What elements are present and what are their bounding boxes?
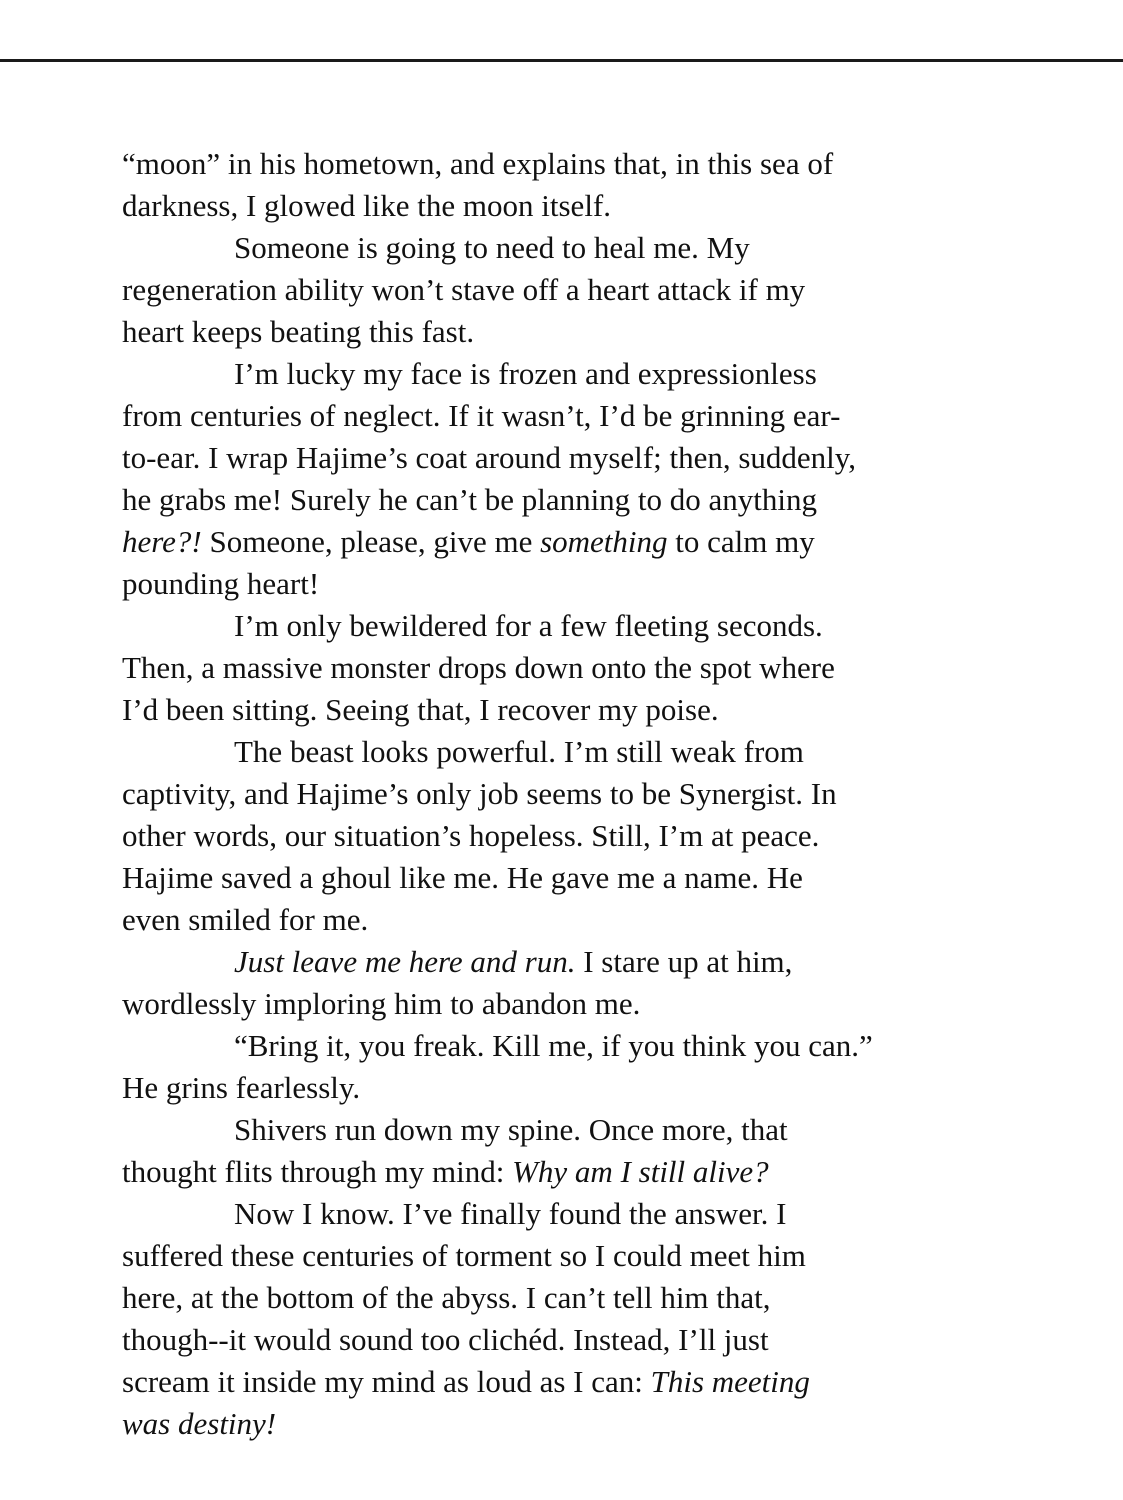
body-text: [122, 143, 982, 1445]
text-line: [122, 1067, 982, 1109]
text-run: He grins fearlessly.: [122, 1070, 361, 1105]
text-run: scream it inside my mind as loud as I can:: [122, 1364, 651, 1399]
italic-text: This meeting: [650, 1364, 810, 1399]
header-rule: [0, 59, 1123, 62]
text-run: I’d been sitting. Seeing that, I recover my poise.: [122, 692, 719, 727]
text-line: [122, 689, 982, 731]
text-run: he grabs me! Surely he can’t be planning to do anything: [122, 482, 818, 517]
text-run: even smiled for me.: [122, 902, 369, 937]
text-line: [122, 185, 982, 227]
text-line: [122, 143, 982, 185]
text-run: Shivers run down my spine. Once more, that: [234, 1112, 788, 1147]
text-line: [122, 227, 982, 269]
text-run: I stare up at him,: [575, 944, 793, 979]
text-run: suffered these centuries of torment so I could meet him: [122, 1238, 806, 1273]
text-line: [122, 1151, 982, 1193]
text-line: [122, 1361, 982, 1403]
text-line: [122, 857, 982, 899]
text-line: [122, 941, 982, 983]
text-line: [122, 521, 982, 563]
text-line: [122, 1193, 982, 1235]
text-line: [122, 731, 982, 773]
text-line: [122, 1025, 982, 1067]
text-line: [122, 1235, 982, 1277]
text-run: thought flits through my mind:: [122, 1154, 513, 1189]
text-line: [122, 353, 982, 395]
italic-text: here?!: [122, 524, 202, 559]
text-line: [122, 563, 982, 605]
text-run: Then, a massive monster drops down onto the spot where: [122, 650, 835, 685]
text-run: I’m only bewildered for a few fleeting seconds.: [234, 608, 823, 643]
text-line: [122, 1319, 982, 1361]
text-run: other words, our situation’s hopeless. Still, I’m at peace.: [122, 818, 820, 853]
text-line: [122, 395, 982, 437]
text-line: [122, 605, 982, 647]
text-line: [122, 983, 982, 1025]
text-run: pounding heart!: [122, 566, 320, 601]
text-run: “moon” in his hometown, and explains that, in this sea of: [122, 146, 834, 181]
text-line: [122, 647, 982, 689]
text-line: [122, 1109, 982, 1151]
text-run: Someone is going to need to heal me. My: [234, 230, 750, 265]
italic-text: something: [540, 524, 668, 559]
text-run: “Bring it, you freak. Kill me, if you think you can.”: [234, 1028, 873, 1063]
text-line: [122, 1403, 982, 1445]
text-run: though--it would sound too clichéd. Instead, I’ll just: [122, 1322, 769, 1357]
text-run: captivity, and Hajime’s only job seems to be Synergist. In: [122, 776, 837, 811]
text-run: Now I know. I’ve finally found the answer. I: [234, 1196, 787, 1231]
italic-text: Just leave me here and run.: [234, 944, 576, 979]
text-run: to-ear. I wrap Hajime’s coat around myself; then, suddenly,: [122, 440, 857, 475]
text-run: to calm my: [667, 524, 815, 559]
text-line: [122, 815, 982, 857]
text-line: [122, 311, 982, 353]
text-run: from centuries of neglect. If it wasn’t, I’d be grinning ear-: [122, 398, 841, 433]
text-line: [122, 773, 982, 815]
text-line: [122, 269, 982, 311]
text-run: The beast looks powerful. I’m still weak from: [234, 734, 804, 769]
text-run: regeneration ability won’t stave off a heart attack if my: [122, 272, 806, 307]
text-run: heart keeps beating this fast.: [122, 314, 475, 349]
text-run: I’m lucky my face is frozen and expressionless: [234, 356, 817, 391]
text-run: Someone, please, give me: [201, 524, 541, 559]
text-run: wordlessly imploring him to abandon me.: [122, 986, 641, 1021]
text-run: darkness, I glowed like the moon itself.: [122, 188, 612, 223]
text-line: [122, 1277, 982, 1319]
italic-text: Why am I still alive?: [512, 1154, 769, 1189]
text-run: Hajime saved a ghoul like me. He gave me a name. He: [122, 860, 803, 895]
text-line: [122, 437, 982, 479]
italic-text: was destiny!: [122, 1406, 277, 1441]
text-line: [122, 479, 982, 521]
text-run: here, at the bottom of the abyss. I can’t tell him that,: [122, 1280, 771, 1315]
text-line: [122, 899, 982, 941]
